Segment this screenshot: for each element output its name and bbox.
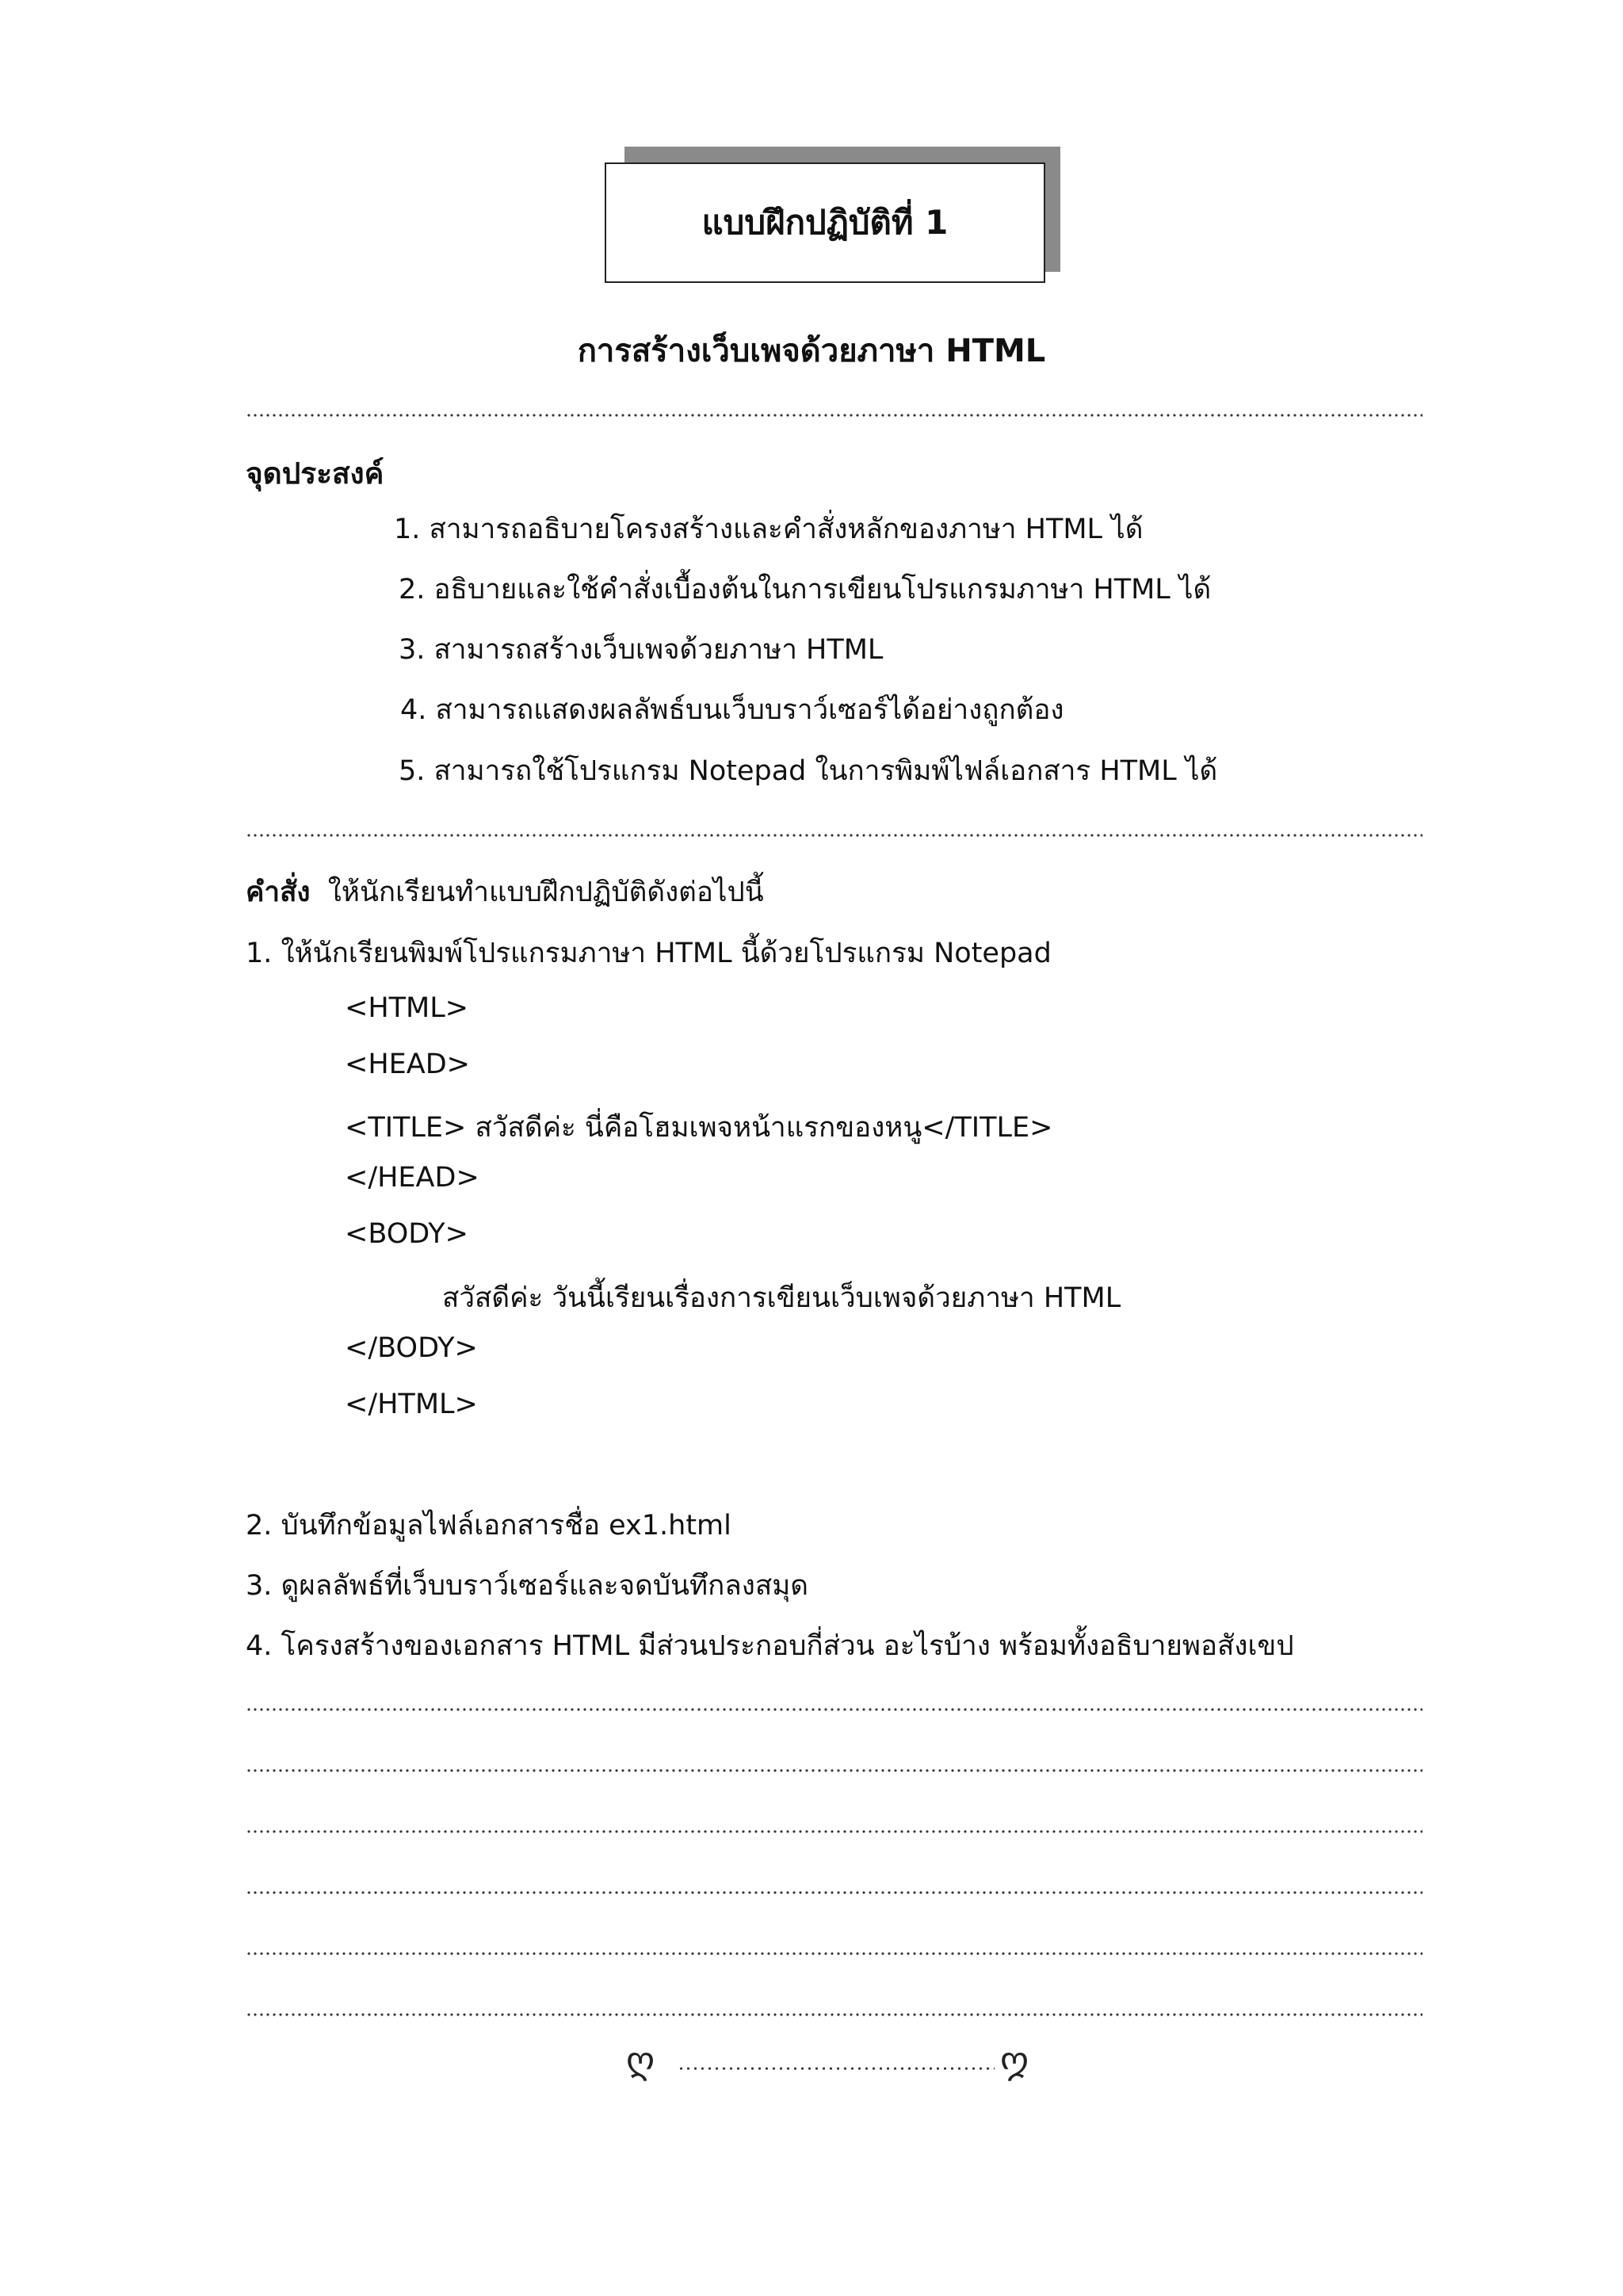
worksheet-title: แบบฝึกปฏิบัติที่ 1	[605, 162, 1045, 283]
code-line: </HTML>	[345, 1389, 478, 1420]
dotted-separator	[246, 414, 1423, 417]
objective-item: 2. อธิบายและใช้คำสั่งเบื้องต้นในการเขียนโปรแกรมภาษา HTML ได้	[399, 574, 1212, 606]
instruction-step-4: 4. โครงสร้างของเอกสาร HTML มีส่วนประกอบกี่ส่วน อะไรบ้าง พร้อมทั้งอธิบายพอสังเขป	[246, 1630, 1294, 1662]
code-line: <BODY>	[345, 1218, 469, 1250]
answer-line	[246, 2013, 1423, 2016]
answer-line	[246, 1708, 1423, 1711]
objectives-heading: จุดประสงค์	[246, 457, 384, 491]
ornament-dots	[678, 2067, 995, 2070]
objective-item: 4. สามารถแสดงผลลัพธ์บนเว็บบราว์เซอร์ได้อย่างถูกต้อง	[400, 694, 1064, 726]
dotted-separator	[246, 834, 1423, 837]
code-line: สวัสดีค่ะ วันนี้เรียนเรื่องการเขียนเว็บเพจด้วยภาษา HTML	[442, 1282, 1121, 1314]
ornament-right-icon: ღ	[1000, 2038, 1029, 2081]
instruction-step-1: 1. ให้นักเรียนพิมพ์โปรแกรมภาษา HTML นี้ด้วยโปรแกรม Notepad	[246, 938, 1052, 969]
code-line: <HTML>	[345, 992, 469, 1024]
title-block	[605, 162, 1060, 293]
ornament-left-icon: ღ	[626, 2038, 655, 2081]
code-line: <TITLE> สวัสดีค่ะ นี่คือโฮมเพจหน้าแรกของหนู</TITLE>	[345, 1112, 1053, 1144]
code-line: </HEAD>	[345, 1162, 479, 1194]
instructions-text: ให้นักเรียนทำแบบฝึกปฏิบัติดังต่อไปนี้	[327, 877, 764, 908]
instructions-line	[246, 870, 764, 914]
answer-line	[246, 1830, 1423, 1833]
answer-line	[246, 1769, 1423, 1772]
answer-line	[246, 1891, 1423, 1894]
answer-line	[246, 1952, 1423, 1955]
instruction-step-3: 3. ดูผลลัพธ์ที่เว็บบราว์เซอร์และจดบันทึกลงสมุด	[246, 1570, 808, 1602]
objective-item: 1. สามารถอธิบายโครงสร้างและคำสั่งหลักของภาษา HTML ได้	[394, 514, 1144, 545]
code-line: </BODY>	[345, 1332, 478, 1364]
objective-item: 3. สามารถสร้างเว็บเพจด้วยภาษา HTML	[399, 634, 884, 666]
objective-item: 5. สามารถใช้โปรแกรม Notepad ในการพิมพ์ไฟล์เอกสาร HTML ได้	[399, 755, 1218, 787]
worksheet-subtitle: การสร้างเว็บเพจด้วยภาษา HTML	[577, 333, 1046, 369]
instructions-label: คำสั่ง	[246, 877, 311, 908]
instruction-step-2: 2. บันทึกข้อมูลไฟล์เอกสารชื่อ ex1.html	[246, 1510, 731, 1541]
code-line: <HEAD>	[345, 1049, 470, 1080]
